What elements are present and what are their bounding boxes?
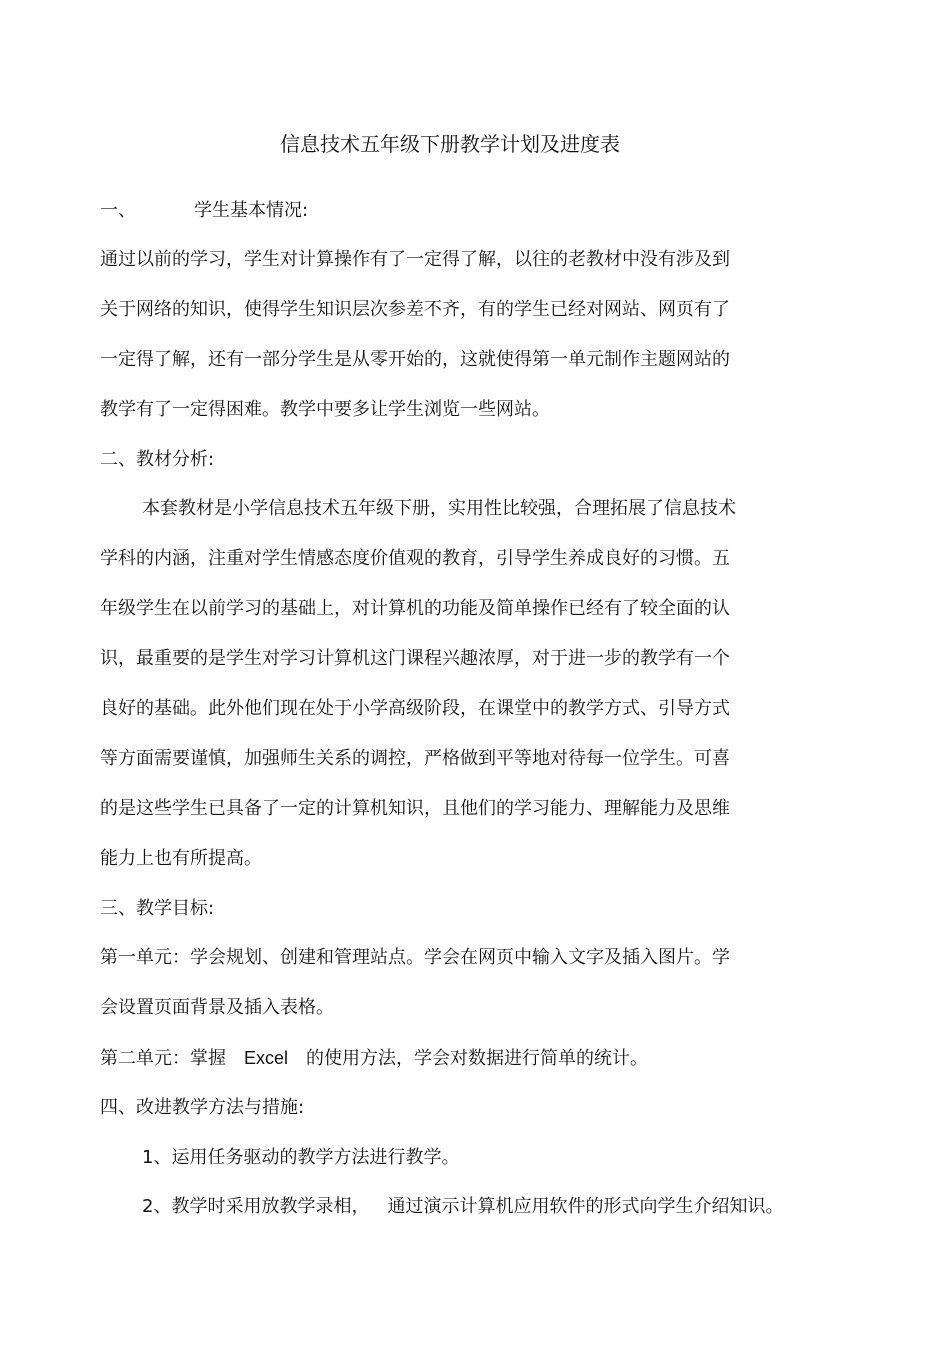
section-3-line: 会设置页面背景及插入表格。 xyxy=(100,997,334,1018)
section-1-line: 通过以前的学习，学生对计算操作有了一定得了解，以往的老教材中没有涉及到 xyxy=(100,249,730,270)
section-3-line: 第一单元：学会规划、创建和管理站点。学会在网页中输入文字及插入图片。学 xyxy=(100,947,730,968)
section-2-line: 能力上也有所提高。 xyxy=(100,848,262,869)
section-2-line: 本套教材是小学信息技术五年级下册，实用性比较强，合理拓展了信息技术 xyxy=(142,498,736,519)
section-1-title: 学生基本情况: xyxy=(194,200,309,221)
section-2-line: 年级学生在以前学习的基础上，对计算机的功能及简单操作已经有了较全面的认 xyxy=(100,598,730,619)
unit-2-excel: Excel xyxy=(244,1048,289,1068)
section-4-item-1: 1、运用任务驱动的教学方法进行教学。 xyxy=(142,1147,460,1168)
section-4-item-2 xyxy=(142,1195,783,1219)
section-1-line: 关于网络的知识，使得学生知识层次参差不齐，有的学生已经对网站、网页有了 xyxy=(100,299,730,320)
item-2-rest: 通过演示计算机应用软件的形式向学生介绍知识。 xyxy=(387,1196,784,1217)
section-1-number: 一、 xyxy=(100,200,136,221)
section-3-heading: 三、教学目标: xyxy=(100,898,215,919)
document-title: 信息技术五年级下册教学计划及进度表 xyxy=(280,132,620,156)
item-2-lead: 2、教学时采用放教学录相， xyxy=(142,1196,370,1217)
section-2-line: 学科的内涵，注重对学生情感态度价值观的教育，引导学生养成良好的习惯。五 xyxy=(100,548,730,569)
section-2-line: 等方面需要谨慎，加强师生关系的调控，严格做到平等地对待每一位学生。可喜 xyxy=(100,748,730,769)
section-1-line: 一定得了解，还有一部分学生是从零开始的，这就使得第一单元制作主题网站的 xyxy=(100,349,730,370)
unit-2-rest: 的使用方法，学会对数据进行简单的统计。 xyxy=(306,1048,649,1069)
section-4-heading: 四、改进教学方法与措施: xyxy=(100,1097,305,1118)
section-1-heading xyxy=(100,199,308,223)
section-2-line: 的是这些学生已具备了一定的计算机知识，且他们的学习能力、理解能力及思维 xyxy=(100,798,730,819)
unit-2-lead: 第二单元：掌握 xyxy=(100,1048,226,1069)
section-2-line: 识，最重要的是学生对学习计算机这门课程兴趣浓厚，对于进一步的教学有一个 xyxy=(100,648,730,669)
section-2-heading: 二、教材分析: xyxy=(100,449,215,470)
section-3-unit-2 xyxy=(100,1046,648,1071)
section-2-line: 良好的基础。此外他们现在处于小学高级阶段，在课堂中的教学方式、引导方式 xyxy=(100,698,730,719)
section-1-line: 教学有了一定得困难。教学中要多让学生浏览一些网站。 xyxy=(100,399,550,420)
